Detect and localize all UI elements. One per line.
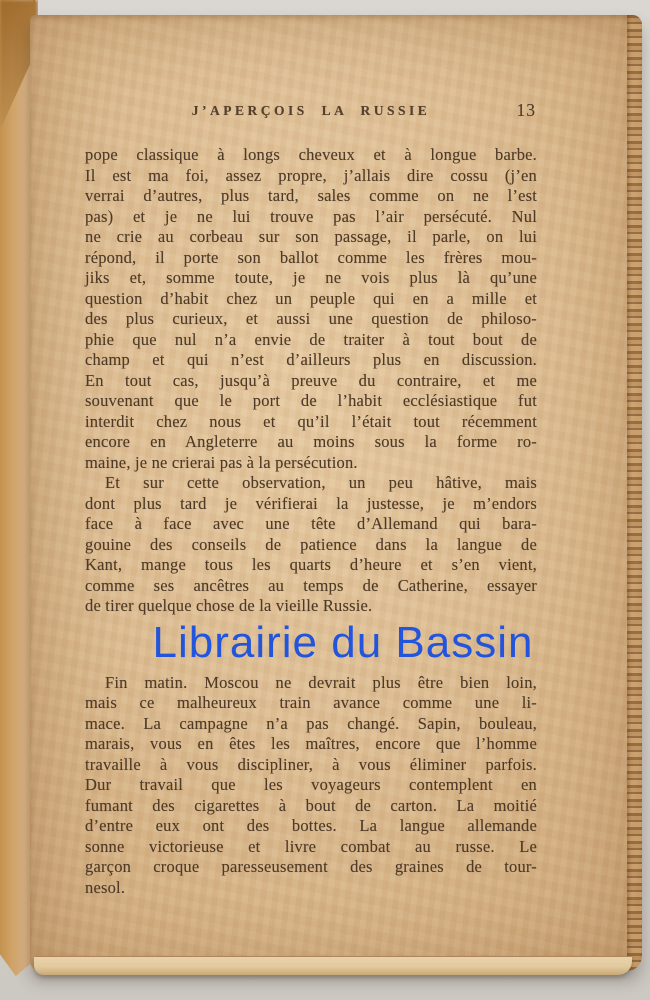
book-page [30, 15, 642, 971]
text-line: nesol. [85, 877, 126, 897]
text-line: des plus curieux, et aussi une question de philoso- [85, 309, 537, 328]
paragraph [85, 673, 537, 899]
text-line: comme ses ancêtres au temps de Catherine, essayer [85, 575, 537, 595]
text-line: verrai d’autres, plus tard, sales comme on ne l’est [85, 186, 537, 205]
text-line: Kant, mange tous les quarts d’heure et s’en vient, [85, 555, 537, 574]
text-line: Dur travail que les voyageurs contemplent en [85, 775, 537, 794]
text-line: champ et qui n’est d’ailleurs plus en discussion. [85, 350, 537, 369]
text-line: encore en Angleterre au moins sous la forme ro- [85, 432, 537, 451]
text-line: Et sur cette observation, un peu hâtive, mais [105, 473, 537, 492]
text-line: fumant des cigarettes à bout de carton. La moitié [85, 795, 537, 815]
text-line: Fin matin. Moscou ne devrait plus être bien loin, [105, 672, 537, 692]
body-text [85, 145, 537, 898]
text-line: mais ce malheureux train avance comme une li- [85, 693, 537, 712]
text-line: souvenant que le port de l’habit ecclésiastique fut [85, 391, 537, 410]
text-line: gouine des conseils de patience dans la langue de [85, 534, 537, 554]
text-line: marais, vous en êtes les maîtres, encore que l’homme [85, 734, 537, 753]
text-line: pas) et je ne lui trouve pas l’air persécuté. Nul [85, 206, 537, 226]
text-line: sonne victorieuse et livre combat au russe. Le [85, 836, 537, 856]
text-line: face à face avec une tête d’Allemand qui bara- [85, 514, 537, 533]
text-line: pope classique à longs cheveux et à longue barbe. [85, 145, 537, 164]
text-line: maine, je ne crierai pas à la persécution. [85, 452, 358, 472]
page-number: 13 [516, 100, 536, 120]
text-line: garçon croque paresseusement des graines de tour- [85, 857, 537, 876]
text-line: jiks et, somme toute, je ne vois plus là qu’une [85, 268, 537, 287]
text-line: répond, il porte son ballot comme les frères mou- [85, 247, 537, 267]
paragraph [85, 145, 537, 473]
running-title: J’APERÇOIS LA RUSSIE [191, 103, 431, 118]
text-line: interdit chez nous et qu’il l’était tout récemment [85, 411, 537, 431]
page-header [85, 100, 537, 129]
bookseller-watermark: Librairie du Bassin [152, 617, 534, 667]
paragraph [85, 473, 537, 617]
text-line: Il est ma foi, assez propre, j’allais dire cossu (j’en [85, 165, 537, 185]
text-line: travaille à vous discipliner, à vous éliminer parfois. [85, 754, 537, 774]
page-content [85, 100, 537, 898]
text-line: dont plus tard je vérifierai la justesse, je m’endors [85, 493, 537, 513]
page-deckle-edge [627, 15, 642, 971]
text-line: En tout cas, jusqu’à preuve du contraire, et me [85, 370, 537, 390]
book-bottom-edge [34, 956, 632, 975]
text-line: mace. La campagne n’a pas changé. Sapin, bouleau, [85, 713, 537, 733]
text-line: de tirer quelque chose de la vieille Russie. [85, 596, 373, 615]
text-line: question d’habit chez un peuple qui en a mille et [85, 288, 537, 308]
text-line: d’entre eux ont des bottes. La langue allemande [85, 816, 537, 835]
text-line: ne crie au corbeau sur son passage, il parle, on lui [85, 227, 537, 246]
text-line: phie que nul n’a envie de traiter à tout bout de [85, 329, 537, 349]
